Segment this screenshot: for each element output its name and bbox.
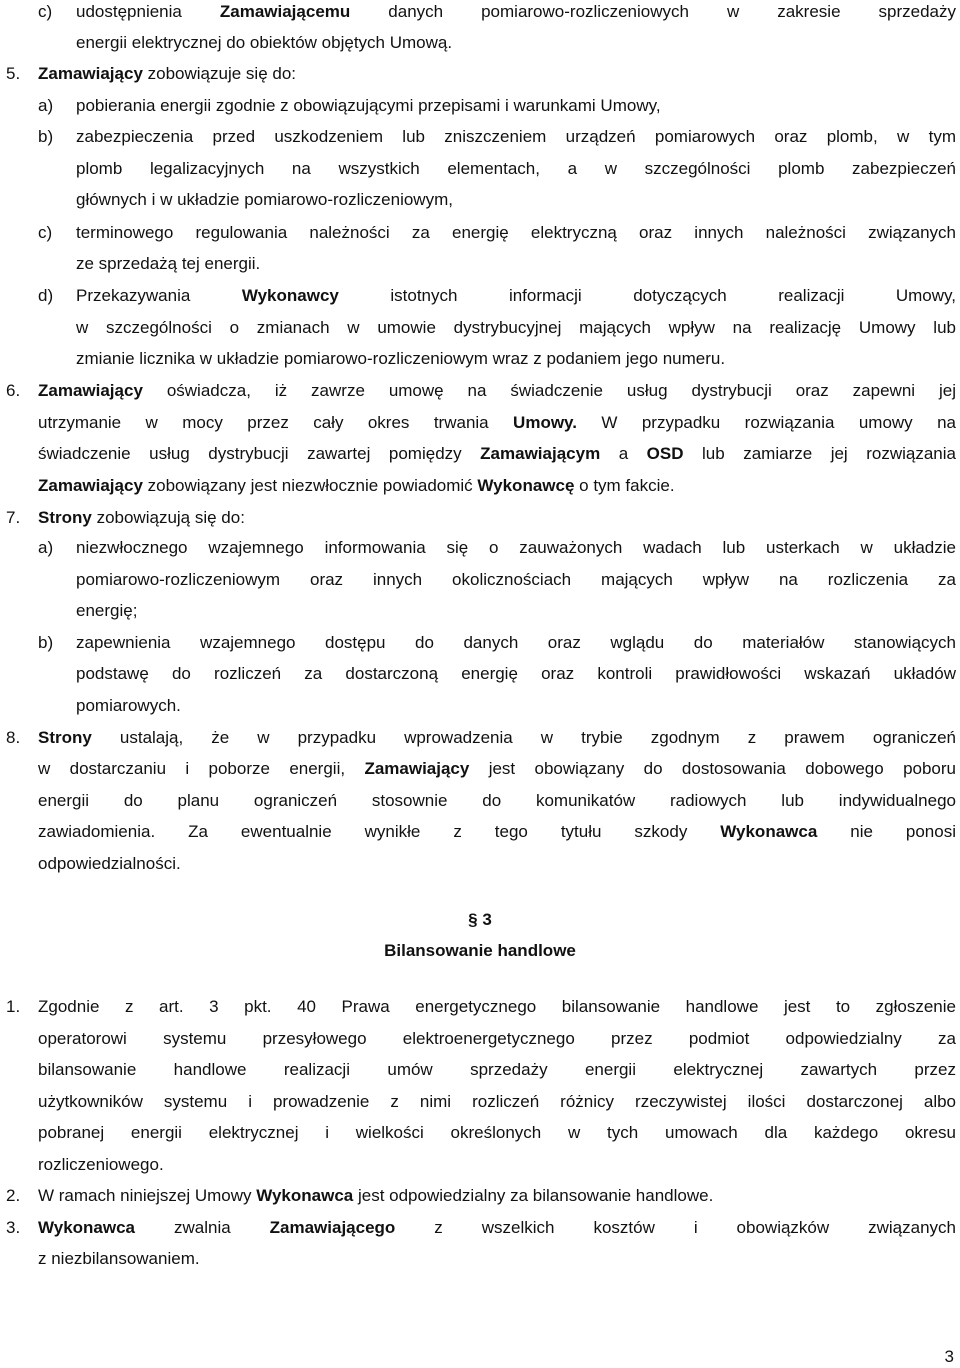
text-line: Strony ustalają, że w przypadku wprowadzenia w trybie zgodnym z prawem ograniczeń xyxy=(38,728,956,747)
item-number: 2. xyxy=(6,1186,21,1205)
text-line: Wykonawca zwalnia Zamawiającego z wszelkich kosztów i obowiązków związanych xyxy=(38,1218,956,1237)
text-line: energię; xyxy=(76,601,138,620)
item-number: 6. xyxy=(6,381,21,400)
text-line: świadczenie usług dystrybucji zawartej pomiędzy Zamawiającym a OSD lub zamiarze jej rozwiązania xyxy=(38,444,956,463)
text-line: Strony zobowiązują się do: xyxy=(38,508,245,527)
text-line: plomb legalizacyjnych na wszystkich elementach, a w szczególności plomb zabezpieczeń xyxy=(76,159,956,178)
text-line: energii elektrycznej do obiektów objętych Umową. xyxy=(76,33,453,52)
text-line: rozliczeniowego. xyxy=(38,1155,164,1174)
text-line: zmianie licznika w układzie pomiarowo-rozliczeniowym wraz z podaniem jego numeru. xyxy=(76,349,726,368)
text-line: bilansowanie handlowe realizacji umów sprzedaży energii elektrycznej zawartych przez xyxy=(38,1060,956,1079)
text-line: Przekazywania Wykonawcy istotnych informacji dotyczących realizacji Umowy, xyxy=(76,286,956,305)
item-label: d) xyxy=(38,286,54,305)
item-label: a) xyxy=(38,538,54,557)
text-line: utrzymanie w mocy przez cały okres trwania Umowy. W przypadku rozwiązania umowy na xyxy=(38,413,956,432)
item-label: a) xyxy=(38,96,54,115)
text-line: terminowego regulowania należności za energię elektryczną oraz innych należności związanych xyxy=(76,223,956,242)
section-title: Bilansowanie handlowe xyxy=(384,941,576,960)
text-line: użytkowników systemu i prowadzenie z nimi rozliczeń różnicy rzeczywistej ilości dostarczonej albo xyxy=(38,1092,956,1111)
text-line: Zamawiający zobowiązany jest niezwłocznie powiadomić Wykonawcę o tym fakcie. xyxy=(38,476,675,495)
text-line: w szczególności o zmianach w umowie dystrybucyjnej mających wpływ na realizację Umowy lub xyxy=(76,318,956,337)
item-number: 7. xyxy=(6,508,21,527)
text-line: pobierania energii zgodnie z obowiązującymi przepisami i warunkami Umowy, xyxy=(76,96,661,115)
text-line: głównych i w układzie pomiarowo-rozliczeniowym, xyxy=(76,190,453,209)
item-label: b) xyxy=(38,633,54,652)
text-line: operatorowi systemu przesyłowego elektroenergetycznego przez podmiot odpowiedzialny za xyxy=(38,1029,956,1048)
text-line: pomiarowych. xyxy=(76,696,181,715)
text-line: pobranej energii elektrycznej i wielkości określonych w tych umowach dla każdego okresu xyxy=(38,1123,956,1142)
text-line: zabezpieczenia przed uszkodzeniem lub zniszczeniem urządzeń pomiarowych oraz plomb, w tym xyxy=(76,127,956,146)
text-line: energii do planu ograniczeń stosownie do komunikatów radiowych lub indywidualnego xyxy=(38,791,956,810)
text-line: w dostarczaniu i poborze energii, Zamawiający jest obowiązany do dostosowania dobowego poboru xyxy=(38,759,956,778)
text-line: niezwłocznego wzajemnego informowania się o zauważonych wadach lub usterkach w układzie xyxy=(76,538,956,557)
item-number: 5. xyxy=(6,64,21,83)
page-number: 3 xyxy=(944,1347,954,1366)
text-line: pomiarowo-rozliczeniowym oraz innych okolicznościach mających wpływ na rozliczenia za xyxy=(76,570,956,589)
text-line: ze sprzedażą tej energii. xyxy=(76,254,261,273)
item-label: b) xyxy=(38,127,54,146)
item-label: c) xyxy=(38,223,53,242)
section-symbol: § 3 xyxy=(468,910,492,929)
text-line: Zamawiający oświadcza, iż zawrze umowę na świadczenie usług dystrybucji oraz zapewni jej xyxy=(38,381,956,400)
item-label: c) xyxy=(38,2,53,21)
text-line: zawiadomienia. Za ewentualnie wynikłe z tego tytułu szkody Wykonawca nie ponosi xyxy=(38,822,956,841)
item-number: 1. xyxy=(6,997,21,1016)
text-line: odpowiedzialności. xyxy=(38,854,181,873)
text-line: udostępnienia Zamawiającemu danych pomiarowo-rozliczeniowych w zakresie sprzedaży xyxy=(76,2,957,21)
item-number: 3. xyxy=(6,1218,21,1237)
text-line: zapewnienia wzajemnego dostępu do danych oraz wglądu do materiałów stanowiących xyxy=(76,633,956,652)
text-line: podstawę do rozliczeń za dostarczoną energię oraz kontroli prawidłowości wskazań układów xyxy=(76,664,956,683)
text-line: Zamawiający zobowiązuje się do: xyxy=(38,64,296,83)
text-line: Zgodnie z art. 3 pkt. 40 Prawa energetycznego bilansowanie handlowe jest to zgłoszenie xyxy=(38,997,956,1016)
text-line: z niezbilansowaniem. xyxy=(38,1249,200,1268)
text-line: W ramach niniejszej Umowy Wykonawca jest odpowiedzialny za bilansowanie handlowe. xyxy=(38,1186,714,1205)
item-number: 8. xyxy=(6,728,21,747)
